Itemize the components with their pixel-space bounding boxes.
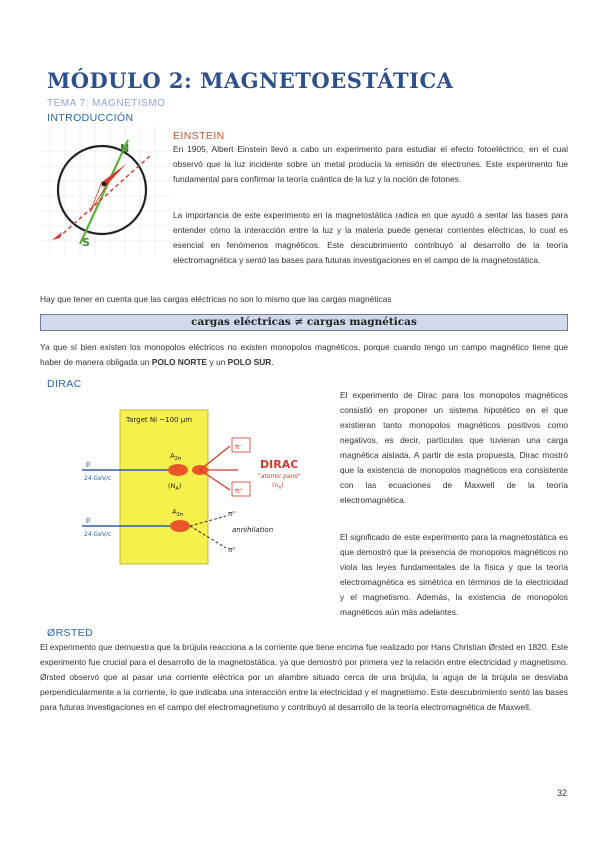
beam2-p-label: p bbox=[86, 516, 91, 524]
atom-bottom bbox=[170, 520, 190, 532]
monopoles-text: Ya que sí bien existen los monopolos eléctricos no existen monopolos magnéticos, porque cuando tengo un campo magnético tiene que haber de manera obligada un bbox=[40, 342, 568, 367]
annihilation-label: annihilation bbox=[232, 526, 274, 534]
atomic-pairs-label: "atomic pairs" bbox=[258, 473, 301, 480]
south-pole-text: POLO SUR bbox=[227, 357, 272, 367]
beam2-energy-label: 24 GeV/c bbox=[84, 531, 112, 538]
a2pi-top-label: $A_{2\pi}$ bbox=[170, 452, 181, 462]
dirac-figure bbox=[82, 408, 338, 566]
einstein-paragraph-1: En 1905, Albert Einstein llevó a cabo un experimento para estudiar el efecto fotoeléctrico, en el cual observó que la luz incidente sobre un metal producía la emisión de electrones. Este experimento fue fundamental para confirmar la teoría cuántica de la luz y la noción de fotones. bbox=[173, 144, 568, 184]
monopoles-end: . bbox=[271, 357, 274, 367]
einstein-heading: EINSTEIN bbox=[173, 130, 225, 142]
oersted-paragraph: El experimento que demuestra que la brújula reacciona a la corriente que tiene encima fue realizado por Hans Christian Ørsted en 1820. Este experimento fue crucial para el desarrollo de la magnetostática, ya que demostró por primera vez la relación entre electricidad y magnetismo. Ørsted observó que al pasar una corriente eléctrica por un alambre situado cerca de una brújula, la aguja de la brújula se desviaba perpendicularmente a la corriente, lo que indicaba una interacción entre la electricidad y el magnetismo. Este descubrimiento sentó las bases para futuras investigaciones en el campo del electromagnetismo y contribuyó al desarrollo de la teoría electromagnética de Maxwell. bbox=[40, 642, 568, 712]
page-subtitle: TEMA 7: MAGNETISMO bbox=[47, 98, 166, 109]
dirac-paragraph-1: El experimento de Dirac para los monopolos magnéticos consistió en proponer un sistema hipotético en el que existieran tanto monopolos magnéticos positivos como negativos, es decir, partículas que tuvieran una carga magnética aislada. A partir de esta propuesta, Dirac mostró que la existencia de monopolos magnéticos era consistente con las ecuaciones de Maxwell de la teoría electromagnética. bbox=[340, 390, 568, 505]
pi0-label-b: π⁰ bbox=[228, 546, 236, 554]
dirac-paragraph-2-top bbox=[340, 530, 568, 617]
nickel-target bbox=[120, 410, 208, 564]
dirac-heading: DIRAC bbox=[47, 378, 82, 390]
intro-heading: INTRODUCCIÓN bbox=[47, 112, 134, 124]
page-number: 32 bbox=[557, 788, 568, 798]
oersted-heading: ØRSTED bbox=[47, 627, 94, 639]
current-wire bbox=[80, 140, 128, 244]
charges-note: Hay que tener en cuenta que las cargas eléctricas no son lo mismo que las cargas magnéticas bbox=[40, 294, 392, 304]
north-pole-text: POLO NORTE bbox=[151, 357, 208, 367]
north-label: N bbox=[120, 142, 130, 155]
beam-energy-label: 24 GeV/c bbox=[84, 475, 112, 482]
page-title: MÓDULO 2: MAGNETOESTÁTICA bbox=[47, 68, 454, 93]
pi0-label-a: π⁰ bbox=[228, 510, 236, 518]
dirac-label: DIRAC bbox=[260, 458, 299, 471]
compass-figure bbox=[40, 126, 170, 256]
einstein-paragraph-2 bbox=[173, 208, 568, 268]
dirac-paragraph-2-text: El significado de este experimento para la magnetostática es que demostró que la presencia de monopolos magnéticos no viola las leyes fundamentales de la física y que la teoría electromagnética es simétrica en términos de la electricidad y el magnetismo. Además, la existencia de monopolos magnéticos aún más adelantes. bbox=[340, 532, 568, 617]
target-label: Target Ni ~100 μm bbox=[126, 416, 193, 424]
atom-top bbox=[168, 464, 188, 476]
monopoles-mid: y un bbox=[207, 357, 228, 367]
a2pi-bottom-label: $A_{2\pi}$ bbox=[172, 508, 183, 518]
monopoles-paragraph bbox=[40, 340, 568, 370]
arrow-head-icon bbox=[52, 232, 62, 240]
na-label: $(N_A)$ bbox=[168, 482, 182, 492]
compass-pivot bbox=[102, 182, 107, 187]
beam-p-label: p bbox=[86, 460, 91, 468]
pion-minus-label: π⁻ bbox=[235, 443, 243, 451]
charges-banner: cargas eléctricas ≠ cargas magnéticas bbox=[40, 314, 568, 331]
south-label: S bbox=[82, 236, 90, 249]
na-out-label: $(n_A)$ bbox=[272, 482, 284, 491]
einstein-paragraph-2-text: La importancia de este experimento en la magnetostática radica en que ayudó a sentar las bases para entender cómo la interacción entre la luz y la materia puede generar corrientes eléctricas, lo cual es esencial en fenómenos magnéticos. Este descubrimiento contribuyó al desarrollo de la teoría electromagnética y sentó las bases para futuras investigaciones en el campo de la magnetostática. bbox=[173, 210, 568, 265]
pion-plus-label: π⁺ bbox=[235, 487, 243, 495]
